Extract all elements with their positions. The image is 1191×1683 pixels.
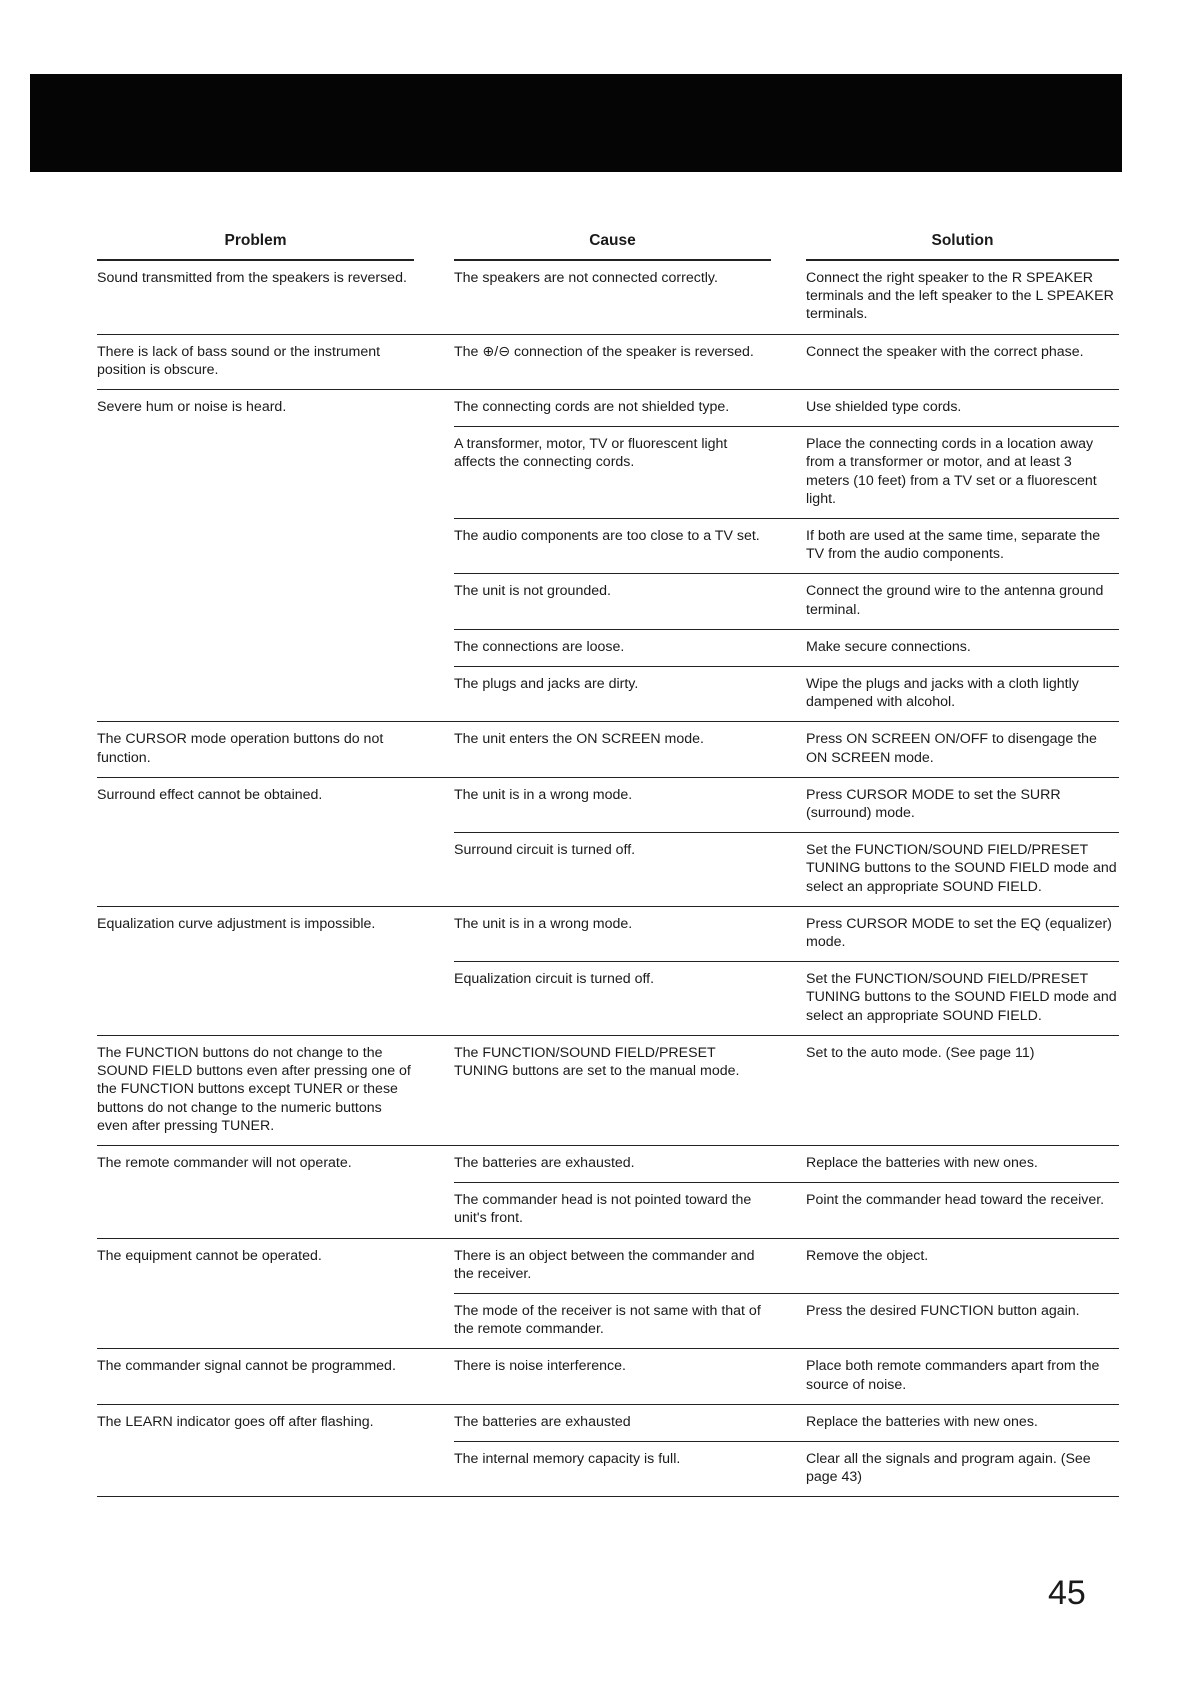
solution-text: Press the desired FUNCTION button again.	[806, 1302, 1080, 1319]
cause-solution-row	[454, 427, 1119, 519]
problem-text: Severe hum or noise is heard.	[97, 399, 287, 416]
cause-text: Equalization circuit is turned off.	[454, 971, 655, 988]
solution-text: Place both remote commanders apart from the source of noise.	[806, 1358, 1100, 1393]
problem-group	[97, 722, 1119, 777]
problem-group	[97, 1349, 1119, 1404]
cause-solution-list	[454, 907, 1119, 1035]
solution-text: Wipe the plugs and jacks with a cloth lightly dampened with alcohol.	[806, 676, 1079, 711]
problem-group	[97, 907, 1119, 1036]
header-cause: Cause	[589, 231, 636, 249]
cause-solution-row	[454, 1036, 1119, 1090]
solution-text: Point the commander head toward the receiver.	[806, 1192, 1105, 1209]
problem-text: There is lack of bass sound or the instrument position is obscure.	[97, 343, 381, 378]
header-band	[30, 74, 1122, 172]
cause-text: The ⊕/⊖ connection of the speaker is reversed.	[454, 343, 754, 360]
cause-solution-list	[454, 335, 1119, 389]
cause-solution-row	[454, 1405, 1119, 1442]
problem-text: The FUNCTION buttons do not change to the SOUND FIELD buttons even after pressing one of the FUNCTION buttons except TUNER or these buttons do not change to the numeric buttons even after pressing TUNER.	[97, 1044, 411, 1134]
cause-text: The unit is not grounded.	[454, 583, 611, 600]
cause-text: The FUNCTION/SOUND FIELD/PRESET TUNING buttons are set to the manual mode.	[454, 1044, 740, 1080]
cause-solution-row	[454, 1146, 1119, 1183]
problem-text: Sound transmitted from the speakers is reversed.	[97, 270, 407, 286]
cause-solution-row	[454, 519, 1119, 574]
cause-text: The commander head is not pointed toward the unit's front.	[454, 1192, 752, 1227]
cause-solution-list	[454, 1405, 1119, 1497]
problem-group	[97, 335, 1119, 390]
solution-text: Press CURSOR MODE to set the EQ (equalizer) mode.	[806, 915, 1112, 951]
cause-solution-row	[454, 833, 1119, 906]
cause-text: The unit is in a wrong mode.	[454, 786, 633, 803]
cause-solution-list	[454, 1239, 1119, 1349]
solution-text: Remove the object.	[806, 1247, 929, 1264]
cause-text: The plugs and jacks are dirty.	[454, 676, 639, 693]
cause-solution-list	[454, 778, 1119, 906]
cause-solution-row	[454, 722, 1119, 776]
cause-solution-list	[454, 722, 1119, 776]
solution-text: Connect the right speaker to the R SPEAKER terminals and the left speaker to the L SPEAKER terminals.	[806, 270, 1114, 323]
problem-text: The remote commander will not operate.	[97, 1154, 352, 1171]
problem-text: The CURSOR mode operation buttons do not function.	[97, 731, 384, 766]
problem-text: The LEARN indicator goes off after flashing.	[97, 1413, 374, 1430]
cause-solution-list	[454, 1349, 1119, 1403]
solution-text: Set the FUNCTION/SOUND FIELD/PRESET TUNING buttons to the SOUND FIELD mode and select an appropriate SOUND FIELD.	[806, 971, 1117, 1024]
solution-text: Set to the auto mode. (See page 11)	[806, 1044, 1035, 1061]
cause-text: The batteries are exhausted.	[454, 1154, 635, 1171]
solution-text: Replace the batteries with new ones.	[806, 1154, 1038, 1171]
cause-text: Surround circuit is turned off.	[454, 842, 636, 859]
cause-solution-list	[454, 390, 1119, 721]
cause-text: A transformer, motor, TV or fluorescent light affects the connecting cords.	[454, 436, 728, 471]
problem-text: Equalization curve adjustment is impossible.	[97, 915, 376, 932]
problem-text: Surround effect cannot be obtained.	[97, 786, 323, 803]
cause-solution-row	[454, 1239, 1119, 1294]
problem-group	[97, 1146, 1119, 1239]
problem-group	[97, 261, 1119, 335]
solution-text: Set the FUNCTION/SOUND FIELD/PRESET TUNING buttons to the SOUND FIELD mode and select an appropriate SOUND FIELD.	[806, 842, 1117, 895]
cause-solution-row	[454, 1183, 1119, 1237]
cause-text: The unit enters the ON SCREEN mode.	[454, 731, 704, 748]
cause-text: The mode of the receiver is not same with that of the remote commander.	[454, 1302, 761, 1338]
cause-text: There is an object between the commander and the receiver.	[454, 1247, 755, 1282]
cause-solution-row	[454, 778, 1119, 833]
solution-text: If both are used at the same time, separate the TV from the audio components.	[806, 528, 1101, 563]
problem-group	[97, 390, 1119, 722]
cause-solution-list	[454, 1146, 1119, 1238]
table-body	[97, 261, 1119, 1497]
cause-solution-row	[454, 907, 1119, 962]
cause-solution-row	[454, 667, 1119, 721]
header-problem: Problem	[224, 231, 287, 249]
problem-group	[97, 1405, 1119, 1498]
solution-text: Press CURSOR MODE to set the SURR (surround) mode.	[806, 786, 1061, 822]
cause-solution-row	[454, 390, 1119, 427]
cause-text: The internal memory capacity is full.	[454, 1450, 681, 1467]
problem-text: The equipment cannot be operated.	[97, 1247, 322, 1264]
cause-text: The unit is in a wrong mode.	[454, 915, 633, 932]
cause-text: The batteries are exhausted	[454, 1413, 631, 1430]
solution-text: Replace the batteries with new ones.	[806, 1413, 1038, 1430]
cause-solution-row	[454, 574, 1119, 629]
problem-group	[97, 1239, 1119, 1350]
cause-solution-row	[454, 1294, 1119, 1348]
solution-text: Clear all the signals and program again. (See page 43)	[806, 1450, 1091, 1486]
solution-text: Connect the speaker with the correct phase.	[806, 343, 1084, 360]
header-solution: Solution	[931, 231, 994, 249]
cause-text: There is noise interference.	[454, 1358, 626, 1375]
cause-solution-row	[454, 335, 1119, 371]
cause-solution-row	[454, 962, 1119, 1035]
cause-text: The connections are loose.	[454, 638, 625, 655]
solution-text: Press ON SCREEN ON/OFF to disengage the ON SCREEN mode.	[806, 731, 1097, 766]
cause-solution-list	[454, 261, 1119, 334]
troubleshooting-table	[97, 222, 1119, 1497]
table-header	[97, 222, 1119, 259]
problem-text: The commander signal cannot be programmed.	[97, 1358, 396, 1375]
problem-group	[97, 778, 1119, 907]
solution-text: Connect the ground wire to the antenna ground terminal.	[806, 583, 1104, 618]
solution-text: Place the connecting cords in a location away from a transformer or motor, and at least 3 meters (10 feet) from a TV set or a fluorescent light.	[806, 436, 1097, 507]
cause-solution-row	[454, 1442, 1119, 1496]
cause-solution-row	[454, 630, 1119, 667]
solution-text: Make secure connections.	[806, 638, 971, 655]
cause-text: The audio components are too close to a TV set.	[454, 528, 760, 545]
problem-group	[97, 1036, 1119, 1146]
solution-text: Use shielded type cords.	[806, 399, 962, 416]
page-number: 45	[1048, 1574, 1086, 1612]
cause-text: The connecting cords are not shielded type.	[454, 399, 730, 416]
cause-solution-row	[454, 261, 1119, 334]
cause-solution-list	[454, 1036, 1119, 1145]
cause-solution-row	[454, 1349, 1119, 1403]
cause-text: The speakers are not connected correctly.	[454, 270, 718, 286]
